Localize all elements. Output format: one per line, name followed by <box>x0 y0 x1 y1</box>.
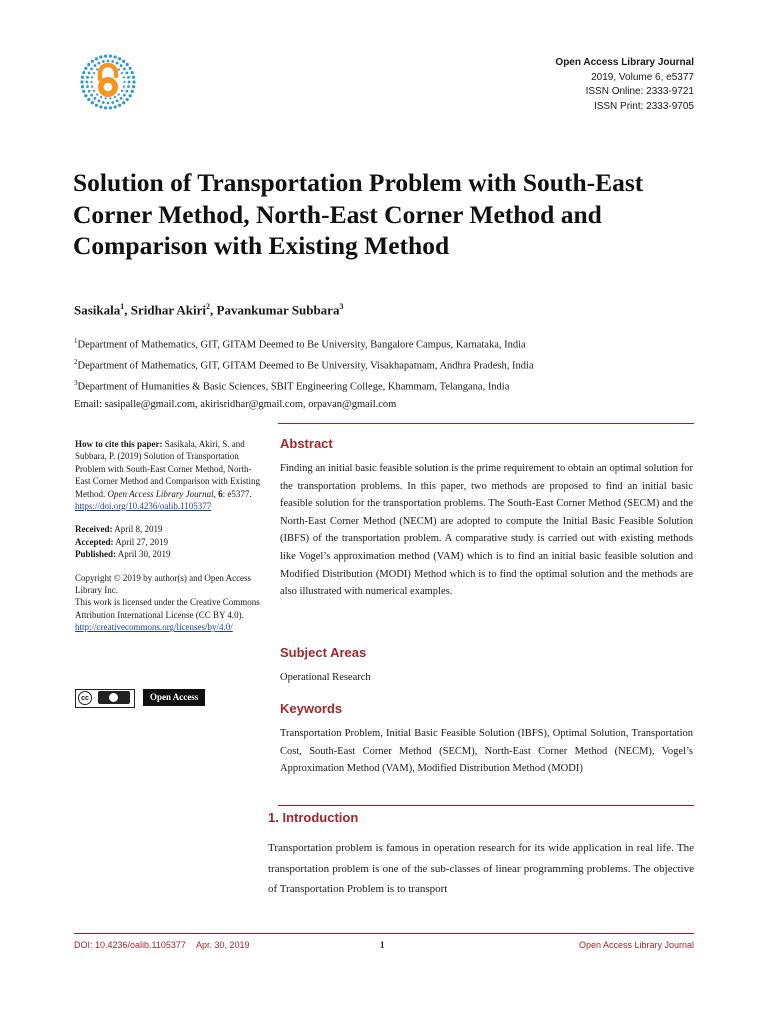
logo-dot <box>87 98 90 101</box>
author-list: Sasikala$^1$, Sridhar Akiri$^2$, Pavankumar Subbara$^3$ <box>74 302 344 318</box>
journal-name: Open Access Library Journal <box>555 57 694 68</box>
logo-dot <box>93 90 95 92</box>
affiliation-item <box>74 354 534 375</box>
logo-dot <box>121 72 123 74</box>
logo-dot <box>128 81 131 84</box>
affiliation-sup: 1 <box>74 337 78 345</box>
citation-journal: Open Access Library Journal, <box>107 488 216 499</box>
logo-dot <box>107 102 110 105</box>
affiliation-text: Department of Mathematics, GIT, GITAM Deemed to Be University, Visakhapatnam, Andhra Pradesh, India <box>77 360 534 372</box>
logo-dot <box>100 96 102 98</box>
logo-dot <box>126 90 129 93</box>
received-label: Received: <box>75 524 113 535</box>
logo-dot <box>126 98 129 101</box>
logo-dot <box>131 90 134 93</box>
logo-dot <box>120 64 123 67</box>
footer-doi-text: DOI: 10.4236/oalib.1105377 <box>74 940 186 950</box>
logo-dot <box>86 81 89 84</box>
logo-dot <box>81 85 84 88</box>
logo-dot <box>104 55 107 58</box>
logo-dot <box>82 71 85 74</box>
author-sup: 3 <box>339 302 344 311</box>
logo-dot <box>93 72 95 74</box>
logo-dot <box>120 97 123 100</box>
affiliation-item <box>74 375 534 396</box>
logo-dot <box>104 106 107 109</box>
logo-dot <box>84 67 87 70</box>
logo-dot <box>109 97 111 99</box>
affiliations <box>74 333 534 414</box>
logo-dot <box>127 76 130 79</box>
logo-dot <box>132 85 135 88</box>
license-text: This work is licensed under the Creative Commons Attribution International License (CC BY 4.0). <box>75 597 260 620</box>
accepted-line <box>75 536 265 548</box>
introduction-heading: 1. Introduction <box>268 810 359 825</box>
author-name: Sasikala <box>74 302 121 318</box>
open-access-badge[interactable]: Open Access <box>143 689 205 706</box>
logo-dot <box>129 94 132 97</box>
logo-dot <box>91 60 94 63</box>
footer-doi <box>74 940 249 950</box>
logo-dot <box>91 76 93 78</box>
citation-label: How to cite this paper: <box>75 439 163 449</box>
logo-dot <box>87 63 90 66</box>
logo-dot <box>127 85 130 88</box>
logo-dot <box>123 94 126 97</box>
logo-dot <box>114 55 117 58</box>
keywords-heading: Keywords <box>280 701 343 716</box>
published-line <box>75 548 265 560</box>
email-line: Email: sasipalle@gmail.com, akirisridhar@gmail.com, orpavan@gmail.com <box>74 399 397 410</box>
doi-link[interactable]: https://doi.org/10.4236/oalib.1105377 <box>75 501 212 512</box>
logo-dot <box>88 71 91 74</box>
logo-dot <box>80 80 83 83</box>
author-sup: 1 <box>120 302 125 311</box>
logo-dot <box>122 60 125 63</box>
logo-dot <box>111 60 114 63</box>
logo-dot <box>96 93 98 95</box>
journal-volume: 2019, Volume 6, e5377 <box>591 71 694 83</box>
received-date: April 8, 2019 <box>114 524 163 535</box>
affiliation-sup: 3 <box>74 379 78 387</box>
logo-dot <box>97 100 100 103</box>
logo-dot <box>109 55 112 58</box>
citation-pages: : e5377. <box>222 488 252 499</box>
logo-dot <box>81 76 84 79</box>
logo-dot <box>111 101 114 104</box>
affiliation-text: Department of Mathematics, GIT, GITAM Deemed to Be University, Bangalore Campus, Karnataka, India <box>77 339 526 351</box>
logo-dot <box>132 76 135 79</box>
logo-dot <box>122 101 125 104</box>
keywords-text: Transportation Problem, Initial Basic Feasible Solution (IBFS), Optimal Solution, Transportation Cost, South-East Corner Method (SECM), North-East Corner Method (NECM), Vogel’s Approximation Method (VAM), Modified Distribution Method (MODI) <box>280 728 693 775</box>
logo-dot <box>107 60 110 63</box>
affiliation-text: Department of Humanities & Basic Sciences, SBIT Engineering College, Khammam, Telangana, India <box>77 381 510 393</box>
published-label: Published: <box>75 549 117 560</box>
footer-journal: Open Access Library Journal <box>578 940 694 950</box>
author-name: Sridhar Akiri <box>130 302 207 318</box>
sidebar-meta <box>75 438 265 634</box>
logo-dot <box>102 60 105 63</box>
author-sup: 2 <box>206 302 211 311</box>
logo-dot <box>91 101 94 104</box>
footer-rule <box>74 933 694 934</box>
subject-areas-text: Operational Research <box>280 672 371 683</box>
logo-dot <box>86 76 89 79</box>
logo-dot <box>131 71 134 74</box>
cc-icon: cc <box>78 691 92 705</box>
logo-dot <box>116 62 119 65</box>
license-badges <box>75 689 205 707</box>
logo-dot <box>97 62 100 65</box>
logo-dot <box>99 55 102 58</box>
citation-block <box>75 438 265 512</box>
logo-dot <box>118 68 120 70</box>
logo-dot <box>121 90 123 92</box>
cc-by-badge[interactable] <box>75 689 135 708</box>
logo-dot <box>118 93 120 95</box>
logo-dot <box>94 64 97 67</box>
logo-dot <box>123 86 125 88</box>
logo-dot <box>123 76 125 78</box>
abstract-heading: Abstract <box>280 436 333 451</box>
page-number: 1 <box>380 940 385 950</box>
abstract-text: Finding an initial basic feasible solution is the prime requirement to obtain an optimal solution for the transportation problems. In this paper, two methods are proposed to find an initial basic feasible solution for the transportation problems. The South-East Corner Method (SECM) and the North-East Corner Method (NECM) are adopted to compute the Initial Basic Feasible Solution (IBFS) of the transportation problem. A comparative study is carried out with existing methods like Vogel’s approximation method (VAM) which is to find an initial basic feasible solution and Modified Distribution (MODI) Method which is to find the optimal solution and the methods are also illustrated with numerical examples. <box>280 463 693 598</box>
keywords-bottom-rule <box>278 805 694 806</box>
logo-dot <box>90 81 92 83</box>
paper-title: Solution of Transportation Problem with South-East Corner Method, North-East Corner Method and Comparison with Existing Method <box>73 168 644 260</box>
logo-dot <box>82 90 85 93</box>
logo-dot <box>96 68 98 70</box>
footer-date: Apr. 30, 2019 <box>195 940 250 950</box>
logo-dot <box>90 94 93 97</box>
logo-dot <box>109 106 112 109</box>
logo-dot <box>114 96 116 98</box>
issn-online: ISSN Online: 2333-9721 <box>585 86 694 97</box>
logo-dot <box>118 57 121 60</box>
author-name: Pavankumar Subbara <box>216 302 340 318</box>
logo-dot <box>95 104 98 107</box>
logo-dot <box>86 85 89 88</box>
logo-dot <box>126 71 129 74</box>
affiliation-item <box>74 333 534 354</box>
logo-dot <box>88 90 91 93</box>
logo-dot <box>91 86 93 88</box>
subject-areas-heading: Subject Areas <box>280 645 367 660</box>
citation-text: Sasikala, Akiri, S. and Subbara, P. (2019) Solution of Transportation Problem with South-East Corner Method, North-East Corner Method and Comparison with Existing Method. <box>75 439 260 499</box>
logo-dot <box>123 68 126 71</box>
logo-dot <box>94 97 97 100</box>
logo-dot <box>132 80 135 83</box>
accepted-label: Accepted: <box>75 536 114 547</box>
by-person-icon <box>98 691 130 704</box>
introduction-text: Transportation problem is famous in operation research for its wide application in real life. The transportation problem is one of the sub-classes of linear programming problems. The objective of Transportation Problem is to transport <box>268 842 694 896</box>
abstract-top-rule <box>278 423 694 424</box>
logo-dot <box>116 100 119 103</box>
citation-volume: 6 <box>218 488 223 499</box>
journal-info <box>555 56 694 114</box>
logo-dot <box>118 104 121 107</box>
logo-dot <box>105 97 107 99</box>
logo-dot <box>84 94 87 97</box>
received-line <box>75 523 265 535</box>
license-link[interactable]: http://creativecommons.org/licenses/by/4.0/ <box>75 622 233 633</box>
logo-dot <box>126 63 129 66</box>
logo-dot <box>129 67 132 70</box>
logo-dot <box>114 105 117 108</box>
logo-dot <box>95 57 98 60</box>
accepted-date: April 27, 2019 <box>115 536 168 547</box>
logo-dot <box>90 68 93 71</box>
published-date: April 30, 2019 <box>117 549 171 560</box>
open-access-lock-icon <box>80 54 136 110</box>
logo-dot <box>123 81 125 83</box>
affiliation-sup: 2 <box>74 358 78 366</box>
copyright-text: Copyright © 2019 by author(s) and Open Access Library Inc. <box>75 572 252 596</box>
logo-dot <box>99 105 102 108</box>
logo-dot <box>102 101 105 104</box>
issn-print: ISSN Print: 2333-9705 <box>593 100 694 112</box>
